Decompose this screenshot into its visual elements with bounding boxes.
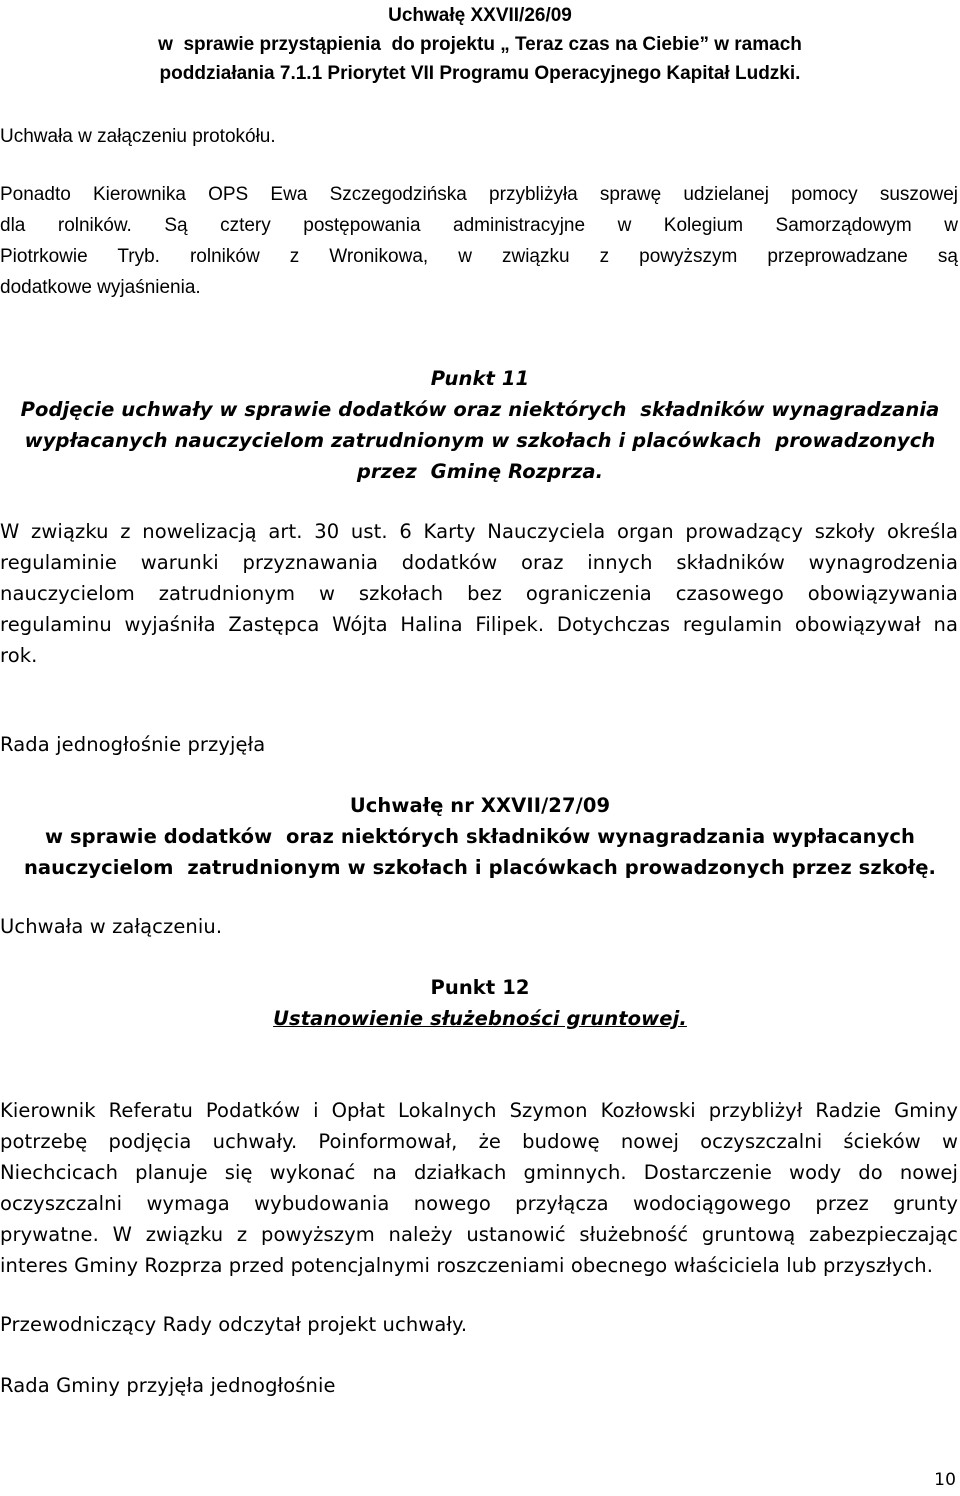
easement-paragraph-line: Kierownik Referatu Podatków i Opłat Lokalnych Szymon Kozłowski przybliżył Radzie Gminy — [0, 1099, 958, 1122]
easement-paragraph-line: Niechcicach planuje się wykonać na działkach gminnych. Dostarczenie wody do nowej — [0, 1161, 958, 1184]
teacher-charter-line: rok. — [0, 644, 38, 667]
teacher-charter-line: nauczycielom zatrudnionym w szkołach bez ograniczenia czasowego obowiązywania — [0, 582, 958, 605]
punkt-12-heading: Punkt 12 — [430, 976, 530, 999]
easement-paragraph-line: prywatne. W związku z powyższym należy ustanowić służebność gruntową zabezpieczając — [0, 1223, 958, 1246]
punkt-11-title-line: przez Gminę Rozprza. — [356, 460, 604, 483]
resolution-27-header — [0, 790, 960, 883]
punkt-11-heading: Punkt 11 — [430, 367, 530, 390]
easement-paragraph-line: potrzebę podjęcia uchwały. Poinformował, że budowę nowej oczyszczalni ścieków w — [0, 1130, 958, 1153]
council-vote-2: Rada Gminy przyjęła jednogłośnie — [0, 1374, 336, 1397]
ops-paragraph-line: dla rolników. Są cztery postępowania administracyjne w Kolegium Samorządowym w — [0, 215, 958, 236]
easement-paragraph-line: oczyszczalni wymaga wybudowania nowego przyłącza wodociągowego przez grunty — [0, 1192, 958, 1215]
punkt-11-section-heading — [0, 363, 960, 487]
ops-paragraph-line: Ponadto Kierownika OPS Ewa Szczegodzińska przybliżyła sprawę udzielanej pomocy suszowej — [0, 184, 958, 205]
council-vote-1: Rada jednogłośnie przyjęła — [0, 733, 266, 756]
easement-paragraph-line: interes Gminy Rozprza przed potencjalnymi roszczeniami obecnego właściciela lub przyszłych. — [0, 1254, 934, 1277]
resolution-27-number: Uchwałę nr XXVII/27/09 — [349, 794, 611, 817]
easement-paragraph — [0, 1095, 958, 1281]
resolution-27-subject-line1: w sprawie dodatków oraz niektórych składników wynagradzania wypłacanych — [44, 825, 916, 848]
resolution-26-header — [0, 1, 960, 88]
teacher-charter-line: W związku z nowelizacją art. 30 ust. 6 Karty Nauczyciela organ prowadzący szkoły określa — [0, 520, 958, 543]
punkt-11-title-line: wypłacanych nauczycielom zatrudnionym w szkołach i placówkach prowadzonych — [24, 429, 936, 452]
resolution-26-subject-line1: w sprawie przystąpienia do projektu „ Teraz czas na Ciebie” w ramach — [158, 34, 802, 55]
attachment-note-2: Uchwała w załączeniu. — [0, 915, 223, 938]
ops-paragraph-line: Piotrkowie Tryb. rolników z Wronikowa, w związku z powyższym przeprowadzane są — [0, 246, 958, 267]
chairman-note: Przewodniczący Rady odczytał projekt uchwały. — [0, 1313, 468, 1336]
teacher-charter-line: regulaminu wyjaśniła Zastępca Wójta Halina Filipek. Dotychczas regulamin obowiązywał na — [0, 613, 958, 636]
punkt-12-title: Ustanowienie służebności gruntowej. — [273, 1007, 687, 1030]
punkt-12-section-heading — [0, 972, 960, 1034]
page-number: 10 — [934, 1470, 956, 1490]
attachment-note-1: Uchwała w załączeniu protokółu. — [0, 126, 276, 147]
resolution-26-number: Uchwałę XXVII/26/09 — [388, 5, 572, 26]
ops-paragraph-line: dodatkowe wyjaśnienia. — [0, 277, 201, 298]
resolution-27-subject-line2: nauczycielom zatrudnionym w szkołach i placówkach prowadzonych przez szkołę. — [23, 856, 937, 879]
resolution-26-subject-line2: poddziałania 7.1.1 Priorytet VII Programu Operacyjnego Kapitał Ludzki. — [159, 63, 801, 84]
punkt-11-title-line: Podjęcie uchwały w sprawie dodatków oraz niektórych składników wynagradzania — [20, 398, 940, 421]
ops-paragraph — [0, 179, 958, 303]
teacher-charter-paragraph — [0, 516, 958, 671]
teacher-charter-line: regulaminie warunki przyznawania dodatków oraz innych składników wynagrodzenia — [0, 551, 958, 574]
